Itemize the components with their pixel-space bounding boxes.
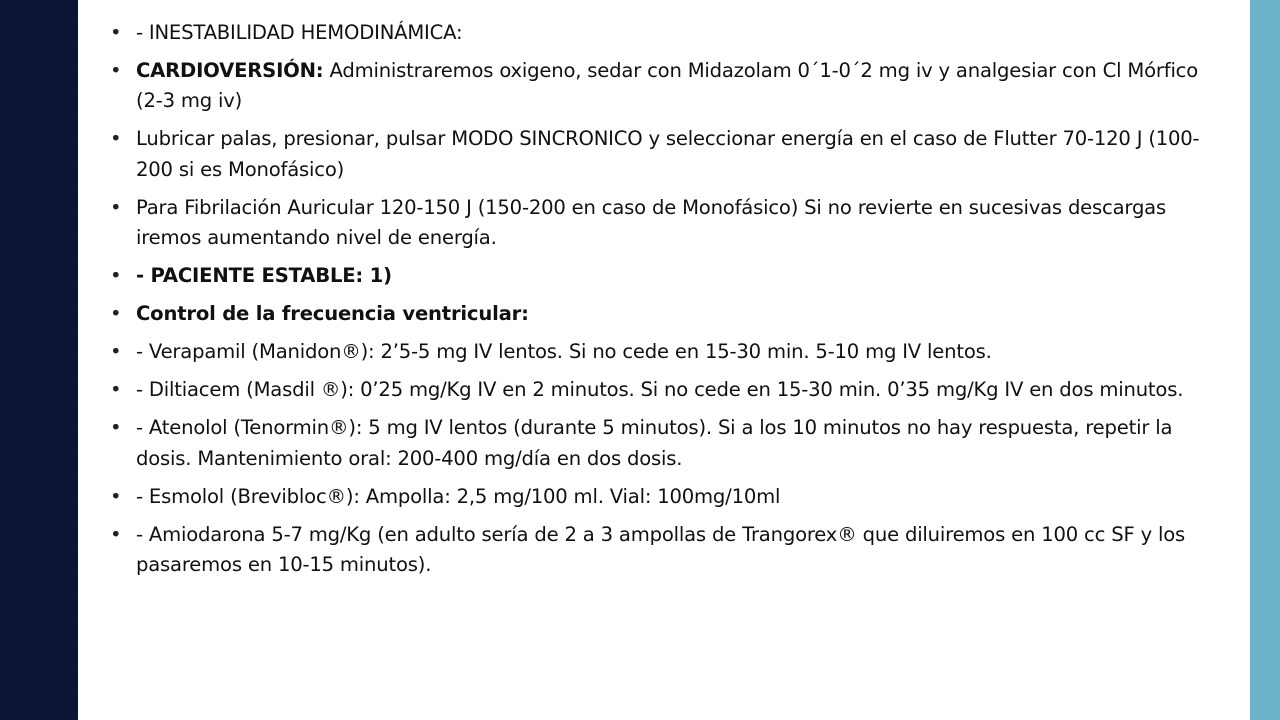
- bullet-lubricar-palas: [108, 124, 1203, 185]
- bullet-text: - Diltiacem (Masdil ®): 0’25 mg/Kg IV en 2 minutos. Si no cede en 15-30 min. 0’35 mg/Kg IV en dos minutos.: [136, 378, 1184, 402]
- bullet-bold: Control de la frecuencia ventricular:: [136, 302, 529, 326]
- left-decorative-band: [0, 0, 78, 720]
- bullet-text: Administraremos oxigeno, sedar con Midazolam 0´1-0´2 mg iv y analgesiar con Cl Mórfico (2-3 mg iv): [136, 59, 1199, 113]
- slide-content: [108, 18, 1203, 588]
- bullet-text: - Esmolol (Brevibloc®): Ampolla: 2,5 mg/100 ml. Vial: 100mg/10ml: [136, 484, 781, 508]
- bullet-text: - Atenolol (Tenormin®): 5 mg IV lentos (durante 5 minutos). Si a los 10 minutos no hay respuesta, repetir la dosis. Mantenimiento oral: 200-400 mg/día en dos dosis.: [136, 416, 1173, 470]
- bullet-bold: CARDIOVERSIÓN:: [136, 59, 324, 82]
- right-accent-band: [1250, 0, 1280, 720]
- bullet-paciente-estable: [108, 261, 1203, 291]
- bullet-inestabilidad: [108, 18, 1203, 48]
- bullet-text: - INESTABILIDAD HEMODINÁMICA:: [136, 21, 463, 44]
- bullet-list: [108, 18, 1203, 580]
- bullet-atenolol: [108, 413, 1203, 474]
- bullet-amiodarona: [108, 520, 1203, 581]
- bullet-verapamil: [108, 337, 1203, 367]
- bullet-bold: - PACIENTE ESTABLE: 1): [136, 264, 392, 288]
- bullet-control-frecuencia: [108, 299, 1203, 329]
- bullet-fibrilacion: [108, 193, 1203, 254]
- bullet-esmolol: [108, 482, 1203, 512]
- bullet-diltiacem: [108, 375, 1203, 405]
- bullet-text: Lubricar palas, presionar, pulsar MODO SINCRONICO y seleccionar energía en el caso de Flutter 70-120 J (100-200 si es Monofásico): [136, 127, 1200, 181]
- bullet-text: - Amiodarona 5-7 mg/Kg (en adulto sería de 2 a 3 ampollas de Trangorex® que diluiremos en 100 cc SF y los pasaremos en 10-15 minutos).: [136, 522, 1186, 577]
- bullet-text: Para Fibrilación Auricular 120-150 J (150-200 en caso de Monofásico) Si no revierte en sucesivas descargas iremos aumentando nivel de energía.: [136, 195, 1166, 250]
- bullet-cardioversion: [108, 56, 1203, 117]
- bullet-text: - Verapamil (Manidon®): 2’5-5 mg IV lentos. Si no cede en 15-30 min. 5-10 mg IV lentos.: [136, 340, 992, 364]
